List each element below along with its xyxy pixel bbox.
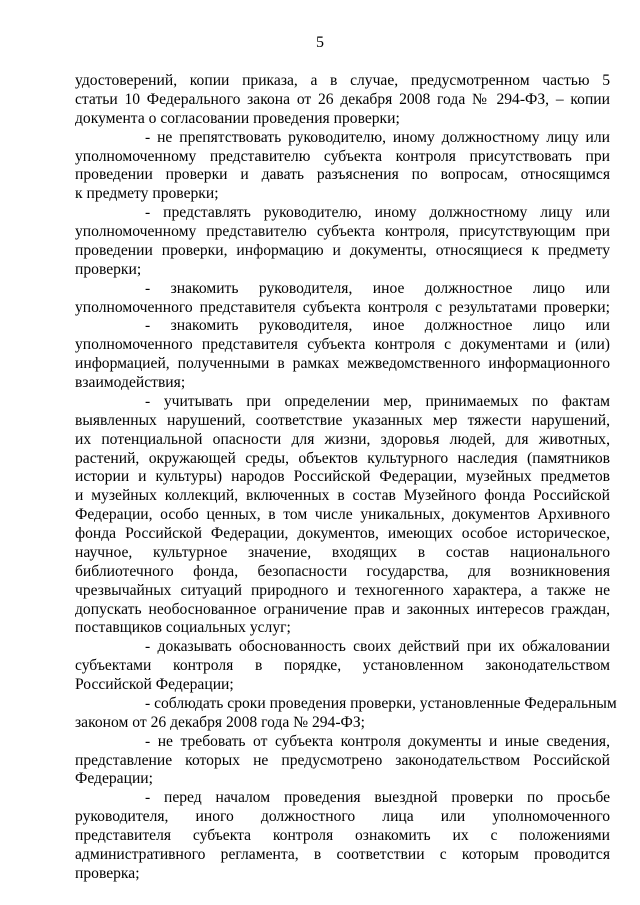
text-line: Федерации; <box>75 770 153 788</box>
text-line: - не требовать от субъекта контроля документы и иные сведения, <box>145 732 610 750</box>
text-line: - доказывать обоснованность своих действий при их обжаловании <box>145 638 610 656</box>
text-line: - знакомить руководителя, иное должностное лицо или <box>145 279 610 297</box>
text-line: уполномоченного представителя субъекта контроля с результатами проверки; <box>75 298 610 316</box>
text-line: растений, окружающей среды, объектов культурного наследия (памятников <box>75 449 610 467</box>
text-line: научное, культурное значение, входящих в состав национального <box>75 543 610 561</box>
text-line: уполномоченному представителю субъекта контроля присутствовать при <box>75 147 610 165</box>
text-line: законом от 26 декабря 2008 года № 294-ФЗ; <box>75 713 366 731</box>
text-line: - учитывать при определении мер, принимаемых по фактам <box>145 392 610 410</box>
text-line: субъектами контроля в порядке, установленном законодательством <box>75 657 610 675</box>
text-line: и музейных коллекций, включенных в состав Музейного фонда Российской <box>75 487 610 505</box>
text-line: проведении проверки и давать разъяснения по вопросам, относящимся <box>75 166 610 184</box>
text-line: уполномоченному представителю субъекта контроля, присутствующим при <box>75 223 610 240</box>
text-line: документа о согласовании проведения проверки; <box>75 109 400 127</box>
text-line: истории и культуры) народов Российской Федерации, музейных предметов <box>75 468 610 486</box>
text-line: проверки; <box>75 260 142 278</box>
text-line: - знакомить руководителя, иное должностное лицо или <box>145 317 610 335</box>
text-line: представление которых не предусмотрено законодательством Российской <box>75 751 610 769</box>
text-line: библиотечного фонда, безопасности государства, для возникновения <box>75 562 610 580</box>
text-line: допускать необоснованное ограничение прав и законных интересов граждан, <box>75 600 610 618</box>
text-line: к предмету проверки; <box>75 185 219 203</box>
page-number: 5 <box>316 34 324 51</box>
text-line: руководителя, иного должностного лица или уполномоченного <box>75 808 610 826</box>
text-line: - перед началом проведения выездной проверки по просьбе <box>145 789 610 807</box>
text-line: - не препятствовать руководителю, иному должностному лицу или <box>145 128 610 146</box>
text-line: информацией, полученными в рамках межведомственного информационного <box>75 355 610 373</box>
text-line: выявленных нарушений, соответствие указанных мер тяжести нарушений, <box>75 411 610 429</box>
text-line: взаимодействия; <box>75 374 186 391</box>
text-line: уполномоченного представителя субъекта контроля с документами и (или) <box>75 336 610 354</box>
text-line: фонда Российской Федерации, документов, имеющих особое историческое, <box>75 525 610 542</box>
text-line: статьи 10 Федерального закона от 26 декабря 2008 года № 294-ФЗ, – копии <box>75 90 610 108</box>
text-line: их потенциальной опасности для жизни, здоровья людей, для животных, <box>75 430 610 448</box>
text-line: - соблюдать сроки проведения проверки, установленные Федеральным <box>145 694 617 712</box>
text-line: проведении проверки, информацию и документы, относящиеся к предмету <box>75 241 610 259</box>
text-line: поставщиков социальных услуг; <box>75 619 291 637</box>
text-line: - представлять руководителю, иному должностному лицу или <box>145 204 610 222</box>
text-line: проверка; <box>75 864 140 882</box>
text-line: представителя субъекта контроля ознакомить их с положениями <box>75 827 610 844</box>
text-line: административного регламента, в соответствии с которым проводится <box>75 845 610 863</box>
text-line: Федерации, особо ценных, в том числе уникальных, документов Архивного <box>75 506 610 524</box>
text-line: чрезвычайных ситуаций природного и техногенного характера, а также не <box>75 581 610 599</box>
text-line: Российской Федерации; <box>75 676 234 693</box>
document-body <box>75 72 617 884</box>
text-line: удостоверений, копии приказа, а в случае, предусмотренном частью 5 <box>75 72 610 89</box>
